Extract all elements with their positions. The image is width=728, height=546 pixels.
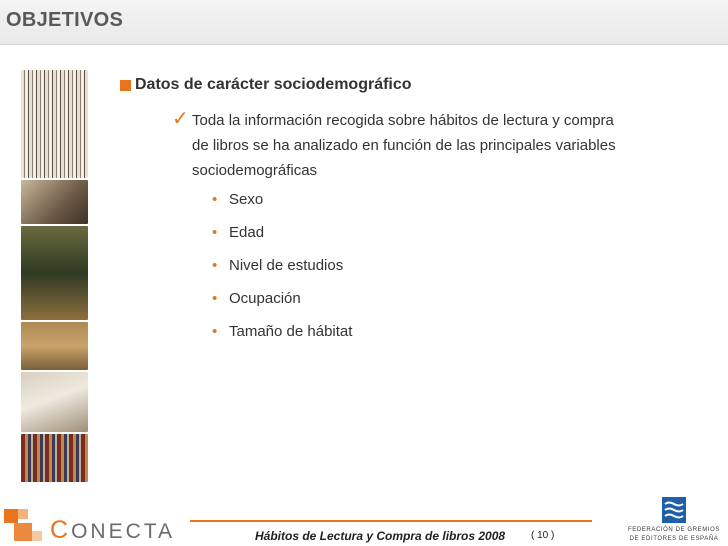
list-item: • Edad bbox=[210, 220, 352, 253]
orange-dot-icon: • bbox=[212, 257, 218, 274]
slide-header bbox=[0, 0, 728, 45]
photo-reading-outdoors bbox=[21, 322, 88, 370]
photo-strip bbox=[21, 70, 88, 490]
section-heading-text: Datos de carácter sociodemográfico bbox=[135, 76, 412, 93]
conecta-logo: CONECTA bbox=[50, 516, 176, 544]
photo-bookshelf bbox=[21, 70, 88, 178]
photo-library-reader bbox=[21, 226, 88, 320]
orange-square-icon bbox=[120, 80, 131, 91]
check-item bbox=[172, 108, 622, 183]
list-item: • Tamaño de hábitat bbox=[210, 319, 352, 352]
slide-title: OBJETIVOS bbox=[6, 9, 124, 31]
list-item: • Nivel de estudios bbox=[210, 253, 352, 286]
variables-list bbox=[210, 187, 352, 352]
photo-reader-laptop bbox=[21, 180, 88, 224]
conecta-squares-icon bbox=[4, 509, 46, 545]
orange-dot-icon: • bbox=[212, 191, 218, 208]
orange-dot-icon: • bbox=[212, 224, 218, 241]
orange-dot-icon: • bbox=[212, 323, 218, 340]
section-heading bbox=[120, 76, 412, 94]
list-item: • Sexo bbox=[210, 187, 352, 220]
check-mark-icon: ✓ bbox=[172, 108, 189, 130]
page-number: ( 10 ) bbox=[531, 530, 555, 541]
fge-emblem-icon bbox=[662, 497, 686, 523]
check-item-text: Toda la información recogida sobre hábitos de lectura y compra de libros se ha analizado en función de las principales variables sociodemográficas bbox=[192, 112, 616, 179]
photo-library-shelves bbox=[21, 434, 88, 482]
orange-dot-icon: • bbox=[212, 290, 218, 307]
list-item: • Ocupación bbox=[210, 286, 352, 319]
fge-org-name: FEDERACIÓN DE GREMIOS DE EDITORES DE ESPAÑA bbox=[628, 527, 720, 542]
footer-divider bbox=[190, 520, 592, 522]
footer-title: Hábitos de Lectura y Compra de libros 2008 bbox=[255, 529, 506, 543]
photo-open-book bbox=[21, 372, 88, 432]
